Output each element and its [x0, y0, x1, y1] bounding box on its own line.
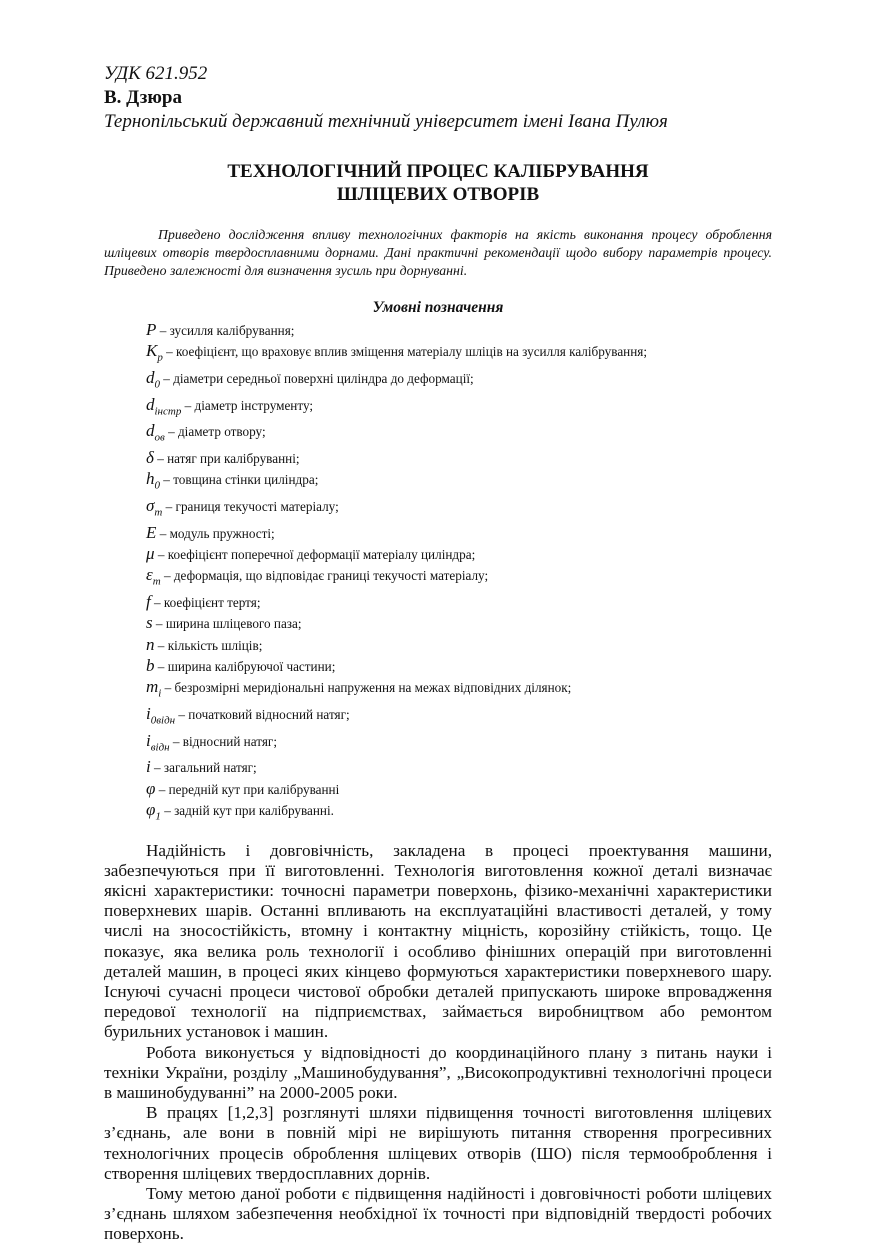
- body-text: [104, 841, 772, 1245]
- symbol-item: [146, 800, 772, 827]
- symbol-letter: δ: [146, 448, 154, 468]
- symbol-description: – відносний натяг;: [169, 733, 277, 749]
- symbol-item: [146, 731, 772, 758]
- symbol-item: [146, 341, 772, 368]
- symbol-item: [146, 523, 772, 544]
- symbol-item: [146, 779, 772, 800]
- symbol-notation: [146, 613, 153, 632]
- symbol-item: [146, 320, 772, 341]
- symbol-subscript: р: [157, 351, 163, 364]
- symbol-item: [146, 469, 772, 496]
- symbol-subscript: ов: [154, 431, 165, 444]
- symbol-letter: φ: [146, 799, 156, 819]
- symbol-notation: [146, 496, 163, 519]
- symbol-subscript: відн: [150, 740, 170, 753]
- symbol-letter: μ: [146, 544, 155, 564]
- symbol-item: [146, 635, 772, 656]
- symbol-description: – ширина шліцевого паза;: [152, 616, 302, 632]
- symbol-item: [146, 421, 772, 448]
- symbol-item: [146, 448, 772, 469]
- symbol-letter: φ: [146, 778, 156, 798]
- symbol-letter: d: [146, 367, 155, 387]
- symbol-item: [146, 544, 772, 565]
- symbol-letter: ε: [146, 565, 153, 585]
- symbol-description: – ширина калібруючої частини;: [154, 658, 336, 674]
- udk-code: УДК 621.952: [104, 63, 208, 84]
- symbol-notation: [146, 677, 162, 700]
- symbol-notation: [146, 799, 161, 823]
- symbol-letter: P: [146, 320, 157, 339]
- symbol-letter: σ: [146, 496, 155, 516]
- symbol-item: [146, 395, 772, 422]
- symbol-subscript: i: [158, 687, 162, 700]
- symbol-item: [146, 704, 772, 731]
- symbol-subscript: 0: [154, 378, 160, 391]
- symbol-notation: [146, 544, 155, 563]
- body-paragraph: Робота виконується у відповідності до координаційного плану з питань науки і техніки України, розділу „Машинобудування”, „Високопродуктивні технологічні процеси в машинобудуванні” на 2000-2005 роки.: [104, 1042, 772, 1102]
- symbol-letter: i: [146, 757, 151, 777]
- symbol-item: [146, 368, 772, 395]
- symbol-description: – безрозмірні меридіональні напруження на межах відповідних ділянок;: [161, 680, 572, 696]
- symbol-letter: s: [146, 613, 153, 633]
- symbol-description: – кількість шліців;: [154, 637, 263, 653]
- body-paragraph: Надійність і довговічність, закладена в процесі проектування машини, забезпечуються при її виготовленні. Технологія виготовлення кожної деталі визначає якісні характеристики: точносні параметри поверхонь, фізико-механічні характеристики поверхневих шарів. Останні впливають на експлуатаційні властивості деталей, у тому числі на зносостійкість, втомну і контактну міцність, корозійну стійкість, тощо. Це показує, яка велика роль технології і особливо фінішних операцій при виготовленні деталей машин, в процесі яких кінцево формуються характеристики поверхневого шару. Існуючі сучасні процеси чистової обробки деталей припускають широке впровадження передової технології на підприємствах, займається виробництвом або ремонтом бурильних установок і машин.: [104, 840, 772, 1042]
- symbol-description: – модуль пружності;: [156, 525, 275, 541]
- symbol-notation: [146, 703, 176, 727]
- symbol-description: – діаметр отвору;: [164, 424, 266, 440]
- symbol-notation: [146, 469, 160, 492]
- symbol-subscript: 1: [155, 810, 161, 823]
- symbol-subscript: 0відн: [150, 714, 176, 727]
- document-page: [104, 62, 772, 1245]
- symbol-description: – діаметри середньої поверхні циліндра до деформації;: [160, 370, 474, 386]
- symbol-description: – деформація, що відповідає границі текучості матеріалу;: [160, 568, 489, 584]
- abstract: Приведено дослідження впливу технологічних факторів на якість виконання процесу оброблення шліцевих отворів твердосплавними дорнами. Дані практичні рекомендації щодо вибору параметрів процесу. Приведено залежності для визначення зусиль при дорнуванні.: [104, 227, 772, 278]
- symbol-notation: [146, 635, 155, 654]
- author-affiliation: Тернопільський державний технічний університет імені Івана Пулюя: [104, 111, 668, 132]
- body-paragraph: Тому метою даної роботи є підвищення надійності і довговічності роботи шліцевих з’єднань шляхом забезпечення необхідної їх точності при відповідній твердості робочих поверхонь.: [104, 1183, 772, 1244]
- symbol-description: – передній кут при калібруванні: [155, 781, 340, 797]
- symbol-description: – коефіцієнт, що враховує вплив зміщення матеріалу шліців на зусилля калібрування;: [162, 344, 648, 360]
- symbol-description: – зусилля калібрування;: [156, 323, 295, 338]
- symbol-notation: [146, 367, 160, 391]
- symbol-letter: m: [146, 677, 159, 697]
- symbol-description: – коефіцієнт поперечної деформації матеріалу циліндра;: [154, 547, 476, 563]
- symbol-letter: K: [146, 341, 158, 361]
- symbol-letter: h: [146, 469, 155, 489]
- symbol-item: [146, 677, 772, 704]
- symbol-item: [146, 496, 772, 523]
- symbol-notation: [146, 394, 182, 418]
- symbol-notation: [146, 421, 165, 444]
- symbol-letter: d: [146, 421, 155, 441]
- symbol-letter: b: [146, 655, 155, 675]
- symbol-notation: [146, 565, 161, 588]
- symbol-subscript: т: [152, 575, 161, 588]
- symbol-description: – коефіцієнт тертя;: [150, 595, 261, 610]
- symbol-item: [146, 565, 772, 592]
- symbol-description: – натяг при калібруванні;: [153, 451, 300, 467]
- title-line-1: ТЕХНОЛОГІЧНИЙ ПРОЦЕС КАЛІБРУВАННЯ: [227, 161, 649, 182]
- symbol-description: – діаметр інструменту;: [181, 397, 314, 413]
- symbol-subscript: 0: [154, 479, 160, 492]
- symbol-item: [146, 613, 772, 634]
- symbol-notation: [146, 320, 156, 339]
- symbol-letter: d: [146, 394, 155, 414]
- symbol-notation: [146, 341, 163, 364]
- symbol-letter: n: [146, 634, 155, 654]
- symbol-subscript: інстр: [154, 405, 182, 418]
- symbol-notation: [146, 730, 170, 753]
- title-line-2: ШЛІЦЕВИХ ОТВОРІВ: [336, 184, 540, 205]
- symbol-letter: i: [146, 730, 151, 750]
- symbols-list: [146, 320, 772, 827]
- symbol-letter: E: [146, 522, 157, 542]
- body-paragraph: В працях [1,2,3] розглянуті шляхи підвищення точності виготовлення шліцевих з’єднань, але вони в повній мірі не вирішують питання створення прогресивних технологічних процесів оброблення шліцевих отворів (ШО) після термооброблення і створення шліцевих твердосплавних дорнів.: [104, 1103, 772, 1183]
- author-name: В. Дзюра: [104, 87, 182, 108]
- symbol-letter: i: [146, 703, 151, 723]
- symbol-notation: [146, 448, 154, 467]
- symbol-description: – початковий відносний натяг;: [175, 706, 350, 722]
- symbol-notation: [146, 656, 155, 675]
- symbol-notation: [146, 523, 156, 542]
- symbol-item: [146, 656, 772, 677]
- symbol-description: – задній кут при калібруванні.: [160, 802, 334, 818]
- symbol-item: [146, 592, 772, 613]
- symbols-heading: Умовні позначення: [372, 299, 504, 316]
- symbol-description: – загальний натяг;: [150, 760, 257, 776]
- paper-title: [104, 160, 772, 206]
- symbol-item: [146, 757, 772, 778]
- symbol-notation: [146, 779, 155, 798]
- symbol-subscript: т: [154, 506, 163, 519]
- symbol-description: – товщина стінки циліндра;: [160, 472, 319, 488]
- symbol-description: – границя текучості матеріалу;: [162, 499, 339, 515]
- symbol-letter: f: [146, 592, 151, 611]
